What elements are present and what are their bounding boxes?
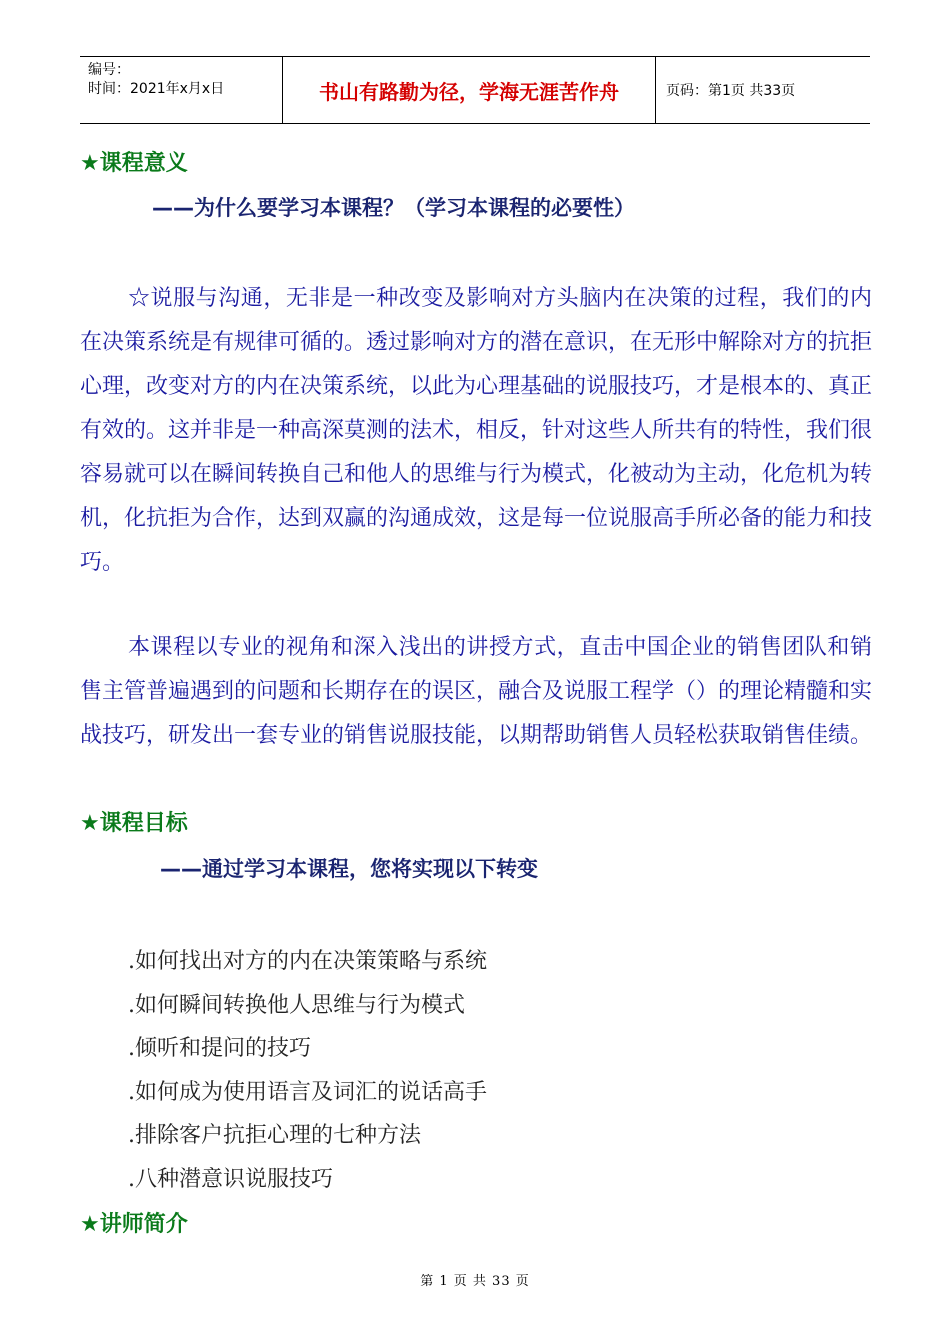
section-title-instructor: ★讲师简介	[80, 1212, 188, 1237]
number-label: 编号：	[88, 62, 130, 78]
time-label: 时间：2021年x月x日	[88, 81, 225, 97]
header-table	[80, 56, 870, 124]
list-item: .如何瞬间转换他人思维与行为模式	[128, 992, 465, 1018]
paragraph-persuasion: ☆说服与沟通，无非是一种改变及影响对方头脑内在决策的过程，我们的内在决策系统是有规律可循的。透过影响对方的潜在意识，在无形中解除对方的抗拒心理，改变对方的内在决策系统，以此为心理基础的说服技巧，才是根本的、真正有效的。这并非是一种高深莫测的法术，相反，针对这些人所共有的特性，我们很容易就可以在瞬间转换自己和他人的思维与行为模式，化被动为主动，化危机为转机，化抗拒为合作，达到双赢的沟通成效，这是每一位说服高手所必备的能力和技巧。	[80, 286, 873, 575]
page-footer: 第 1 页 共 33 页	[420, 1274, 530, 1289]
section-subtitle-goals: ——通过学习本课程，您将实现以下转变	[160, 857, 538, 881]
goals-list	[128, 940, 487, 1201]
list-item: .如何找出对方的内在决策策略与系统	[128, 949, 487, 974]
header-page-info: 页码：第1页 共33页	[666, 83, 796, 99]
section-title-significance: ★课程意义	[80, 151, 188, 176]
paragraph-course-intro: 本课程以专业的视角和深入浅出的讲授方式，直击中国企业的销售团队和销售主管普遍遇到的问题和长期存在的误区，融合及说服工程学（）的理论精髓和实战技巧，研发出一套专业的销售说服技能，以期帮助销售人员轻松获取销售佳绩。	[80, 635, 873, 748]
section-subtitle-significance: ——为什么要学习本课程？（学习本课程的必要性）	[152, 196, 635, 220]
header-motto: 书山有路勤为径，学海无涯苦作舟	[282, 57, 656, 123]
list-item: .倾听和提问的技巧	[128, 1036, 311, 1061]
section-title-goals: ★课程目标	[80, 811, 188, 836]
list-item: .八种潜意识说服技巧	[128, 1166, 333, 1192]
list-item: .排除客户抗拒心理的七种方法	[128, 1123, 421, 1148]
list-item: .如何成为使用语言及词汇的说话高手	[128, 1079, 487, 1105]
header-meta	[80, 57, 282, 123]
